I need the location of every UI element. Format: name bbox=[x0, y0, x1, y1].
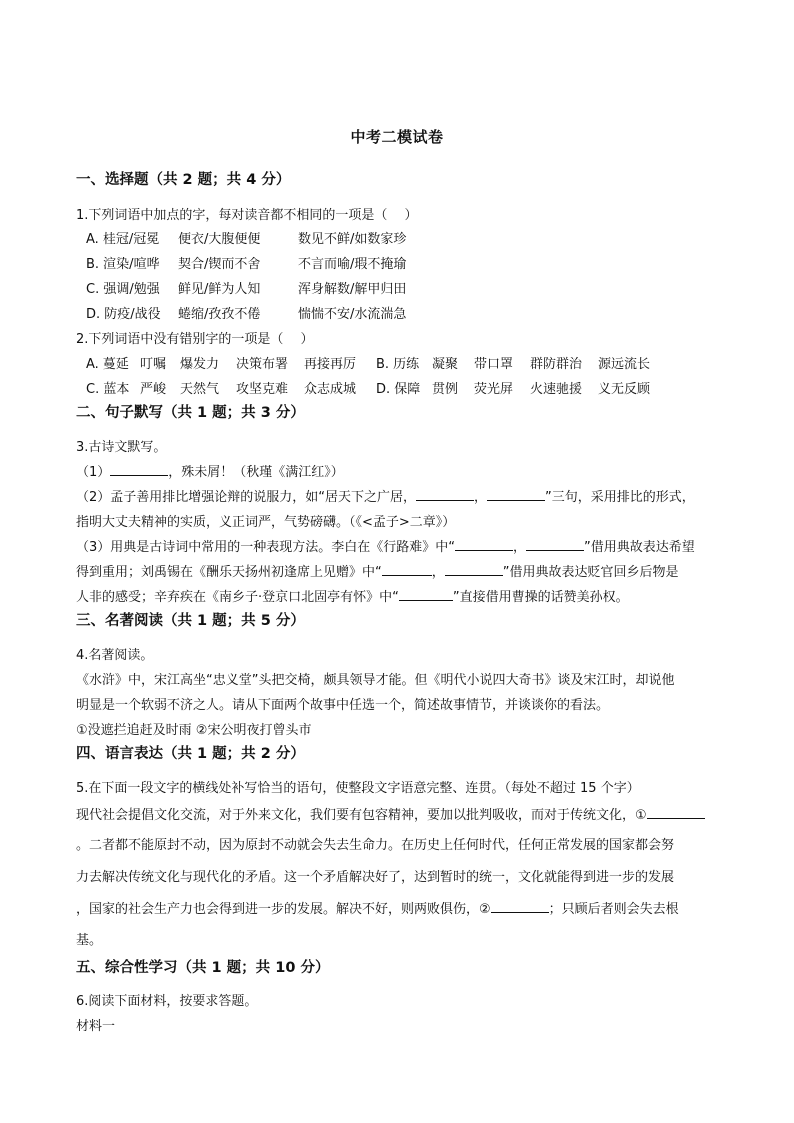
option-word: 贯例 bbox=[432, 382, 459, 397]
question-1-option-b bbox=[86, 253, 420, 272]
option-word: 火速驰援 bbox=[530, 382, 583, 397]
option-text: B. 渲染/喧哗 bbox=[86, 257, 160, 272]
option-word: 源远流长 bbox=[598, 357, 651, 372]
option-word: 天然气 bbox=[180, 382, 220, 397]
question-2-options-ab bbox=[86, 353, 650, 372]
option-text: 数见不鲜/如数家珍 bbox=[298, 232, 407, 247]
answer-blank[interactable] bbox=[455, 539, 513, 551]
answer-blank[interactable] bbox=[487, 489, 545, 501]
question-3-part-2-cont: 指明大丈夫精神的实质，义正词严，气势磅礴。（《<孟子>二章》） bbox=[76, 515, 456, 530]
option-text: D. 防疫/战役 bbox=[86, 307, 161, 322]
part-text: ， bbox=[474, 490, 488, 505]
question-6-stem: 6.阅读下面材料，按要求答题。 bbox=[76, 994, 258, 1009]
option-word: 众志成城 bbox=[304, 382, 357, 397]
option-word: 义无反顾 bbox=[598, 382, 651, 397]
question-3-part-1 bbox=[76, 461, 344, 480]
section-heading-expression: 四、语言表达（共 1 题；共 2 分） bbox=[76, 746, 305, 762]
answer-blank[interactable] bbox=[382, 564, 432, 576]
option-text: 鲜见/鲜为人知 bbox=[178, 282, 261, 297]
question-5-text bbox=[76, 898, 679, 917]
part-text: ，殊未屑！（秋瑾《满江红》） bbox=[168, 465, 344, 480]
question-2-stem: 2.下列词语中没有错别字的一项是（ ） bbox=[76, 332, 314, 347]
question-4-stem: 4.名著阅读。 bbox=[76, 648, 154, 663]
answer-blank[interactable] bbox=[445, 564, 503, 576]
part-text: （2）孟子善用排比增强论辩的说服力，如“居天下之广居， bbox=[76, 490, 417, 505]
question-5-text: 基。 bbox=[76, 933, 103, 948]
question-1-option-c bbox=[86, 278, 420, 297]
question-3-stem: 3.古诗文默写。 bbox=[76, 440, 167, 455]
question-5-text bbox=[76, 804, 705, 823]
option-word: C. 蓝本 bbox=[86, 382, 130, 397]
option-text: 便衣/大腹便便 bbox=[178, 232, 261, 247]
option-text: 惴惴不安/水流湍急 bbox=[298, 307, 407, 322]
part-text: ”三句，采用排比的形式， bbox=[545, 490, 695, 505]
question-3-part-3-cont bbox=[76, 561, 679, 580]
option-word: D. 保障 bbox=[376, 382, 421, 397]
question-1-option-a bbox=[86, 228, 420, 247]
part-text: ， bbox=[513, 540, 527, 555]
question-5-text: 。二者都不能原封不动，因为原封不动就会失去生命力。在历史上任何时代，任何正常发展的国家都会努 bbox=[76, 838, 675, 853]
question-3-part-2 bbox=[76, 486, 695, 505]
option-word: 凝聚 bbox=[432, 357, 459, 372]
option-word: 爆发力 bbox=[180, 357, 220, 372]
passage-text: ，国家的社会生产力也会得到进一步的发展。解决不好，则两败俱伤，② bbox=[76, 902, 491, 917]
option-word: 带口罩 bbox=[474, 357, 514, 372]
answer-blank[interactable] bbox=[399, 589, 453, 601]
part-text: ”直接借用曹操的话赞美孙权。 bbox=[452, 590, 629, 605]
answer-blank[interactable] bbox=[526, 539, 584, 551]
section-heading-recitation: 二、句子默写（共 1 题；共 3 分） bbox=[76, 405, 305, 421]
option-text: 不言而喻/瑕不掩瑜 bbox=[298, 257, 407, 272]
section-heading-classics: 三、名著阅读（共 1 题；共 5 分） bbox=[76, 613, 305, 629]
option-word: 荧光屏 bbox=[474, 382, 514, 397]
page-title: 中考二模试卷 bbox=[350, 128, 444, 146]
question-4-text: 《水浒》中，宋江高坐“忠义堂”头把交椅，颇具领导才能。但《明代小说四大奇书》谈及宋江时，却说他 bbox=[76, 673, 675, 688]
option-word: 决策布署 bbox=[236, 357, 289, 372]
option-text: 契合/锲而不舍 bbox=[178, 257, 261, 272]
option-text: C. 强调/勉强 bbox=[86, 282, 160, 297]
option-text: 浑身解数/解甲归田 bbox=[298, 282, 407, 297]
part-text: 得到重用；刘禹锡在《酬乐天扬州初逢席上见赠》中“ bbox=[76, 565, 382, 580]
part-text: ”借用典故表达贬官回乡后物是 bbox=[502, 565, 679, 580]
answer-blank[interactable] bbox=[110, 464, 168, 476]
question-4-choices: ①没遮拦追赶及时雨 ②宋公明夜打曾头市 bbox=[76, 723, 312, 738]
part-text: 人非的感受；辛弃疾在《南乡子·登京口北固亭有怀》中“ bbox=[76, 590, 399, 605]
part-text: ”借用典故表达希望 bbox=[584, 540, 695, 555]
option-word: 严峻 bbox=[140, 382, 167, 397]
part-text: ， bbox=[431, 565, 445, 580]
passage-text: ；只顾后者则会失去根 bbox=[548, 902, 679, 917]
answer-blank-2[interactable] bbox=[491, 901, 549, 913]
option-word: 叮嘱 bbox=[140, 357, 167, 372]
passage-text: 现代社会提倡文化交流，对于外来文化，我们要有包容精神，要加以批判吸收，而对于传统文化，① bbox=[76, 808, 647, 823]
question-1-stem: 1.下列词语中加点的字，每对读音都不相同的一项是（ ） bbox=[76, 208, 418, 223]
option-word: 攻坚克难 bbox=[236, 382, 289, 397]
question-2-options-cd bbox=[86, 378, 650, 397]
answer-blank-1[interactable] bbox=[647, 807, 705, 819]
option-word: 群防群治 bbox=[530, 357, 583, 372]
option-text: A. 桂冠/冠冕 bbox=[86, 232, 160, 247]
option-word: B. 历练 bbox=[376, 357, 420, 372]
option-word: A. 蔓延 bbox=[86, 357, 129, 372]
part-text: （3）用典是古诗词中常用的一种表现方法。李白在《行路难》中“ bbox=[76, 540, 456, 555]
question-5-stem: 5.在下面一段文字的横线处补写恰当的语句，使整段文字语意完整、连贯。（每处不超过 15 个字） bbox=[76, 781, 640, 796]
option-word: 再接再厉 bbox=[304, 357, 357, 372]
option-text: 蜷缩/孜孜不倦 bbox=[178, 307, 261, 322]
material-label: 材料一 bbox=[76, 1019, 116, 1034]
answer-blank[interactable] bbox=[416, 489, 474, 501]
question-4-text: 明显是一个软弱不济之人。请从下面两个故事中任选一个，简述故事情节，并谈谈你的看法。 bbox=[76, 698, 610, 713]
question-3-part-3-end bbox=[76, 586, 629, 605]
section-heading-comprehensive: 五、综合性学习（共 1 题；共 10 分） bbox=[76, 960, 330, 976]
part-label: （1） bbox=[76, 465, 111, 480]
question-3-part-3 bbox=[76, 536, 695, 555]
question-1-option-d bbox=[86, 303, 420, 322]
question-5-text: 力去解决传统文化与现代化的矛盾。这一个矛盾解决好了，达到暂时的统一，文化就能得到进一步的发展 bbox=[76, 870, 675, 885]
section-heading-choice: 一、选择题（共 2 题；共 4 分） bbox=[76, 172, 291, 188]
